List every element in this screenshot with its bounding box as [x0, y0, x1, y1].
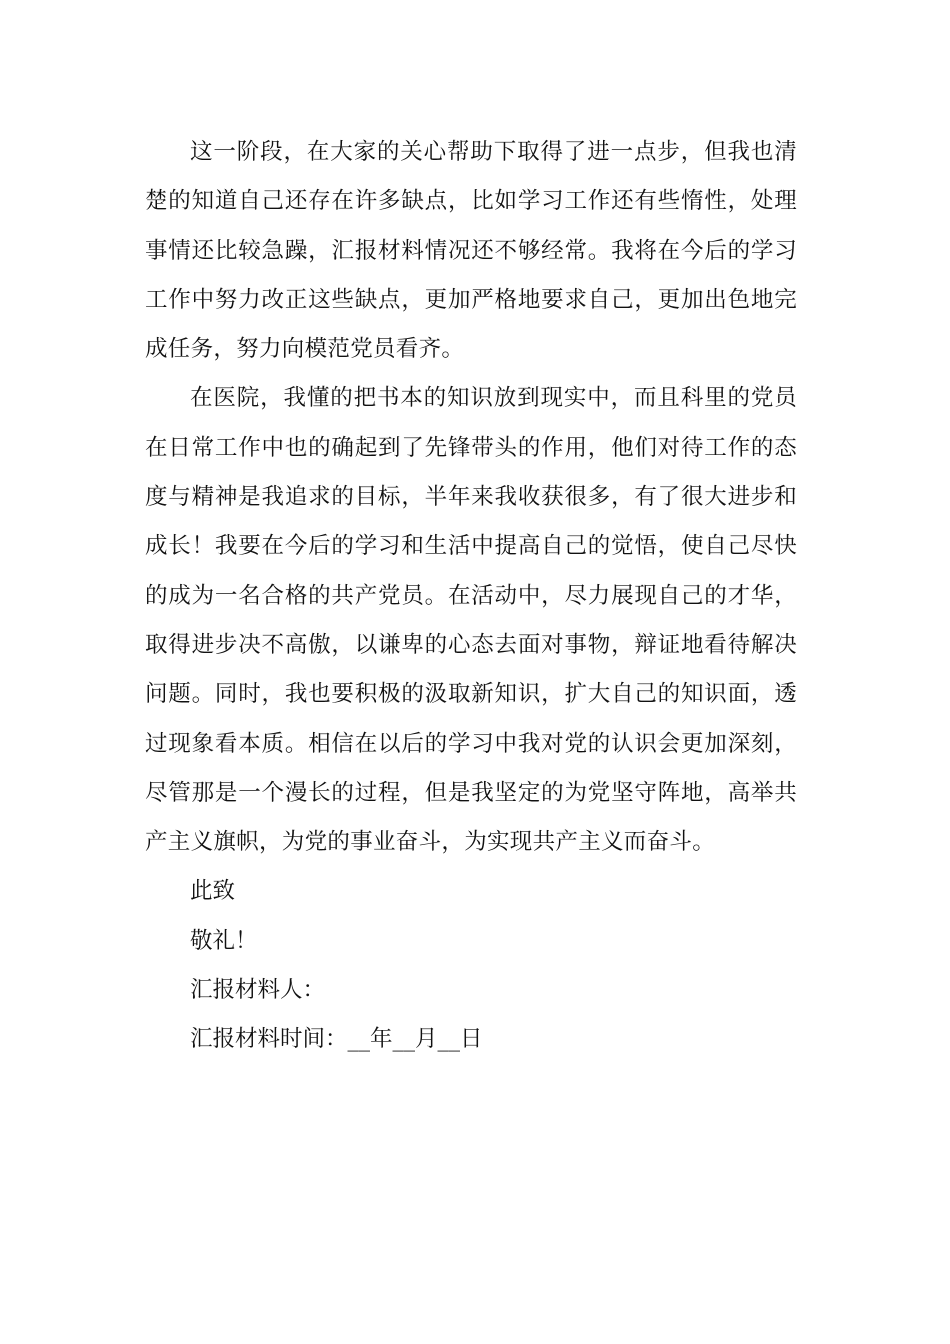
- reporter-signature: 汇报材料人：: [190, 977, 326, 1004]
- closing-regards: 敬礼！: [190, 927, 258, 954]
- paragraph-self-reflection: 这一阶段，在大家的关心帮助下取得了进一点步，但我也清楚的知道自己还存在许多缺点，比如学习工作还有些惰性，处理事情还比较急躁，汇报材料情况还不够经常。我将在今后的学习工作中努力改正这些缺点，更加严格地要求自己，更加出色地完成任务，努力向模范党员看齐。: [145, 139, 797, 363]
- report-date: 汇报材料时间：__年__月__日: [190, 1026, 483, 1053]
- closing-salutation: 此致: [190, 878, 236, 905]
- paragraph-hospital-experience: 在医院，我懂的把书本的知识放到现实中，而且科里的党员在日常工作中也的确起到了先锋带头的作用，他们对待工作的态度与精神是我追求的目标，半年来我收获很多，有了很大进步和成长！我要在今后的学习和生活中提高自己的觉悟，使自己尽快的成为一名合格的共产党员。在活动中，尽力展现自己的才华，取得进步决不高傲，以谦卑的心态去面对事物，辩证地看待解决问题。同时，我也要积极的汲取新知识，扩大自己的知识面，透过现象看本质。相信在以后的学习中我对党的认识会更加深刻，尽管那是一个漫长的过程，但是我坚定的为党坚守阵地，高举共产主义旗帜，为党的事业奋斗，为实现共产主义而奋斗。: [145, 385, 797, 856]
- document-body: [145, 128, 797, 1065]
